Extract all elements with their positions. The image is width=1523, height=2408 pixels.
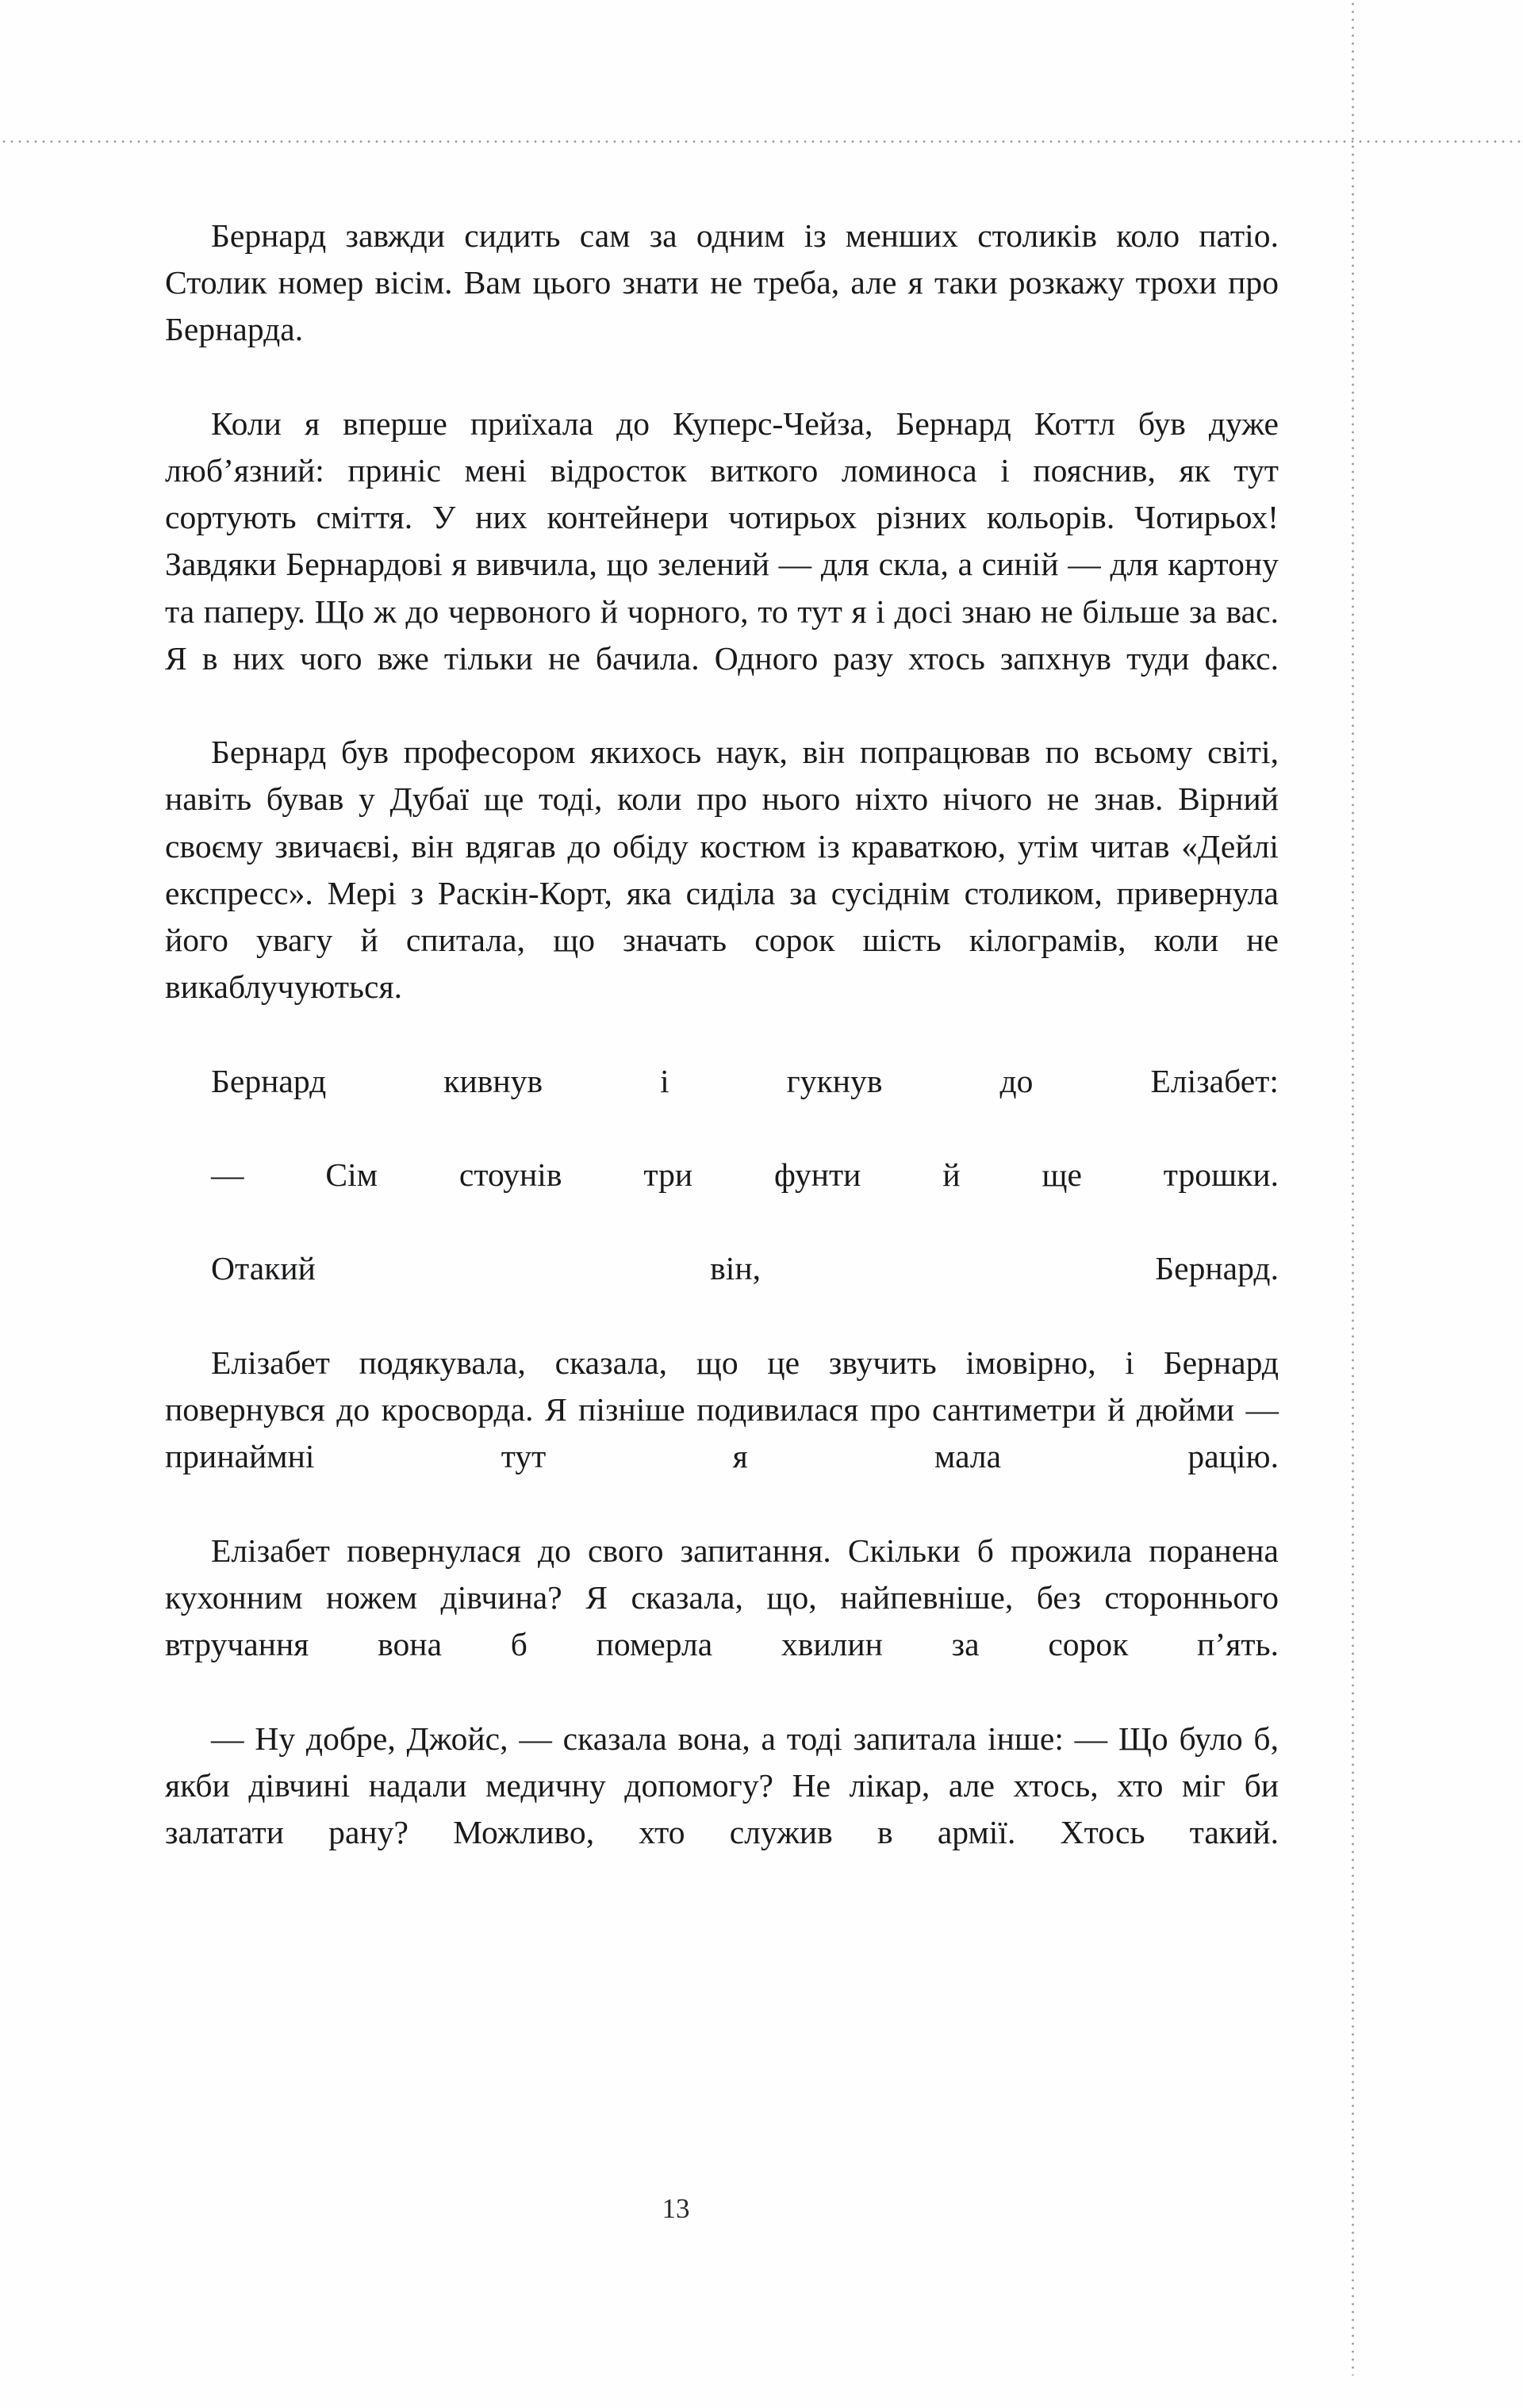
paragraph: Бернард кивнув і гукнув до Елізабет: [211,1062,1279,1099]
page-number: 13 [662,2193,690,2224]
paragraph: Бернард був професором якихось наук, він попрацював по всьому світі, навіть бував у Дубаї ще тоді, коли про нього ніхто нічого не знав. Вірний своєму звичаєві, він вдягав до обіду костюм із краваткою, утім читав «Дейлі експресс». Мері з Раскін-Корт, яка сиділа за сусіднім столиком, привернула його увагу й спитала, що значать сорок шість кілограмів, коли не викаблучуються. [165,734,1279,1006]
paragraph-dialogue: — Сім стоунів три фунти й ще трошки. [211,1156,1279,1194]
paragraph-dialogue: — Ну добре, Джойс, — сказала вона, а тоді запитала інше: — Що було б, якби дівчині надали медичну допомогу? Не лікар, але хтось, хто міг би залатати рану? Можливо, хто служив в армії. Хтось такий. [165,1720,1279,1850]
horizontal-crop-guide-line [0,140,1523,143]
paragraph: Елізабет повернулася до свого запитання. Скільки б прожила поранена кухонним ножем дівчина? Я сказала, що, найпевніше, без стороннього втручання вона б померла хвилин за сорок п’ять. [165,1532,1279,1663]
paragraph: Отакий він, Бернард. [211,1250,1279,1287]
paragraph: Бернард завжди сидить сам за одним із менших столиків коло патіо. Столик номер вісім. Вам цього знати не треба, але я таки розкажу трохи про Бернарда. [165,217,1279,348]
page-text-body [165,213,1279,1903]
vertical-crop-guide-line [1352,0,1354,2375]
paragraph: Коли я вперше приїхала до Куперс-Чейза, Бернард Коттл був дуже люб’язний: приніс мені відросток виткого ломиноса і пояснив, як тут сортують сміття. У них контейнери чотирьох різних кольорів. Чотирьох! Завдяки Бернардові я вивчила, що зелений — для скла, а синій — для картону та паперу. Що ж до червоного й чорного, то тут я і досі знаю не більше за вас. Я в них чого вже тільки не бачила. Одного разу хтось запхнув туди факс. [165,405,1279,677]
paragraph: Елізабет подякувала, сказала, що це звучить імовірно, і Бернард повернувся до кросворда. Я пізніше подивилася про сантиметри й дюйми — принаймні тут я мала рацію. [165,1344,1279,1475]
